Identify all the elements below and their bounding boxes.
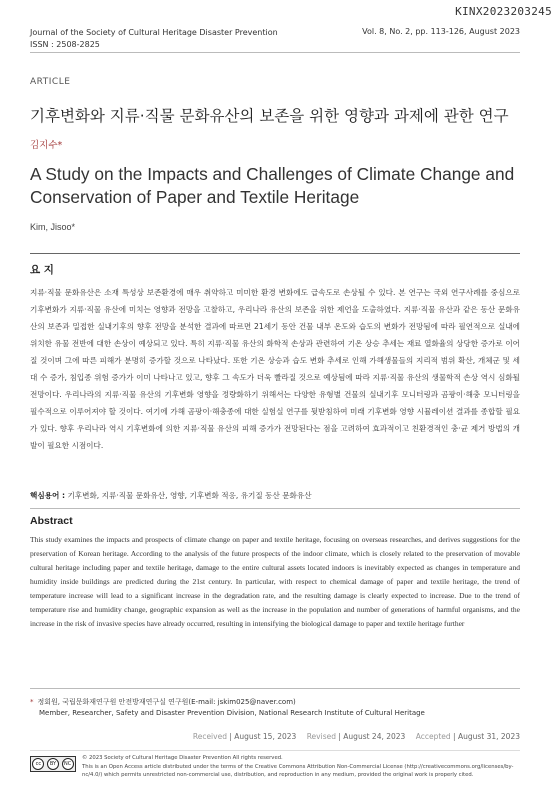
cc-icon: cc — [32, 758, 44, 770]
issn: ISSN : 2508-2825 — [30, 40, 100, 49]
kinx-id: KINX2023203245 — [455, 5, 552, 18]
submission-dates — [193, 732, 520, 741]
received-label: Received — [192, 732, 227, 741]
author-affiliation — [30, 697, 520, 719]
received-sep: | — [229, 732, 232, 741]
revised-sep: | — [338, 732, 341, 741]
journal-name: Journal of the Society of Cultural Heritage Disaster Prevention — [30, 28, 278, 37]
accepted-sep: | — [453, 732, 456, 741]
english-abstract-body: This study examines the impacts and prospects of climate change on paper and textile heritage, focusing on overseas researches, and derives suggestions for the preservation of Korean heritage. According to the analysis of the future prospects of the indoor climate, which is closely related to the preservation of movable cultural heritage including paper and textile heritage, damage to the entire cultural assets located indoors is inevitably expected as changes in temperature and humidity inside buildings are predicted during the 21st century. In particular, with respect to chemical damage of paper and textile heritage, the trend of temperature increase will lead to a significant increase in the degradation rate, and the resulting damage is clearly expected to increase. Due to the trend of temperature rise and humidity change, geographic expansion as well as the increase in the population and number of generations of harmful organisms, and the increase in the risk of invasive species have already occurred, resulting in intensifying the biological damage to paper and textile heritage further — [30, 535, 520, 628]
english-abstract-divider — [30, 508, 520, 509]
license-divider — [30, 750, 520, 751]
header-divider — [30, 52, 520, 53]
revised-date: August 24, 2023 — [343, 732, 406, 741]
title-korean: 기후변화와 지류·직물 문화유산의 보존을 위한 영향과 과제에 관한 연구 — [30, 107, 509, 125]
cc-license-badge — [30, 756, 76, 772]
author-korean: 김지수* — [30, 140, 63, 151]
korean-keywords — [30, 490, 520, 501]
affiliation-korean: 정회원, 국립문화재연구원 안전방재연구실 연구원(E-mail: jskim025@naver.com) — [37, 698, 296, 706]
by-icon: BY — [47, 758, 59, 770]
license-terms: This is an Open Access article distributed under the terms of the Creative Commons Attribution Non-Commercial License (http://creativecommons.org/licenses/by-nc/4.0/) which permits unrestricted non-commercial use, distribution, and reproduction in any medium, provided the original work is properly cited. — [82, 763, 514, 778]
accepted-date: August 31, 2023 — [457, 732, 520, 741]
accepted-label: Accepted — [415, 732, 451, 741]
english-abstract-heading: Abstract — [30, 515, 73, 527]
korean-abstract-heading: 요 지 — [30, 264, 54, 276]
abstract-divider — [30, 253, 520, 254]
korean-abstract-body: 지류·직물 문화유산은 소재 특성상 보존환경에 매우 취약하고 미미한 환경 변화에도 급속도로 손상될 수 있다. 본 연구는 국외 연구사례를 중심으로 기후변화가 지류·직물 유산에 미치는 영향과 전망을 고찰하고, 우리나라 유산의 보존을 위한 제언을 도출하였다. 지류·직물 유산과 같은 동산 문화유산의 보존과 밀접한 실내기후의 향후 전망을 분석한 결과에 따르면 21세기 동안 건물 내부 온도와 습도의 변화가 전망됨에 따라 필연적으로 실내에 위치한 유물 전반에 대한 손상이 예상되고 있다. 특히 지류·직물 유산의 화학적 손상과 관련하여 기온 상승 추세는 재료 열화율의 상당한 증가로 이어질 것이며 그에 따른 피해가 분명히 증가할 것으로 나타났다. 또한 기온 상승과 습도 변화 추세로 인해 가해생물들의 지리적 범위 확산, 개체군 및 세대 수 증가, 침입종 위험 증가가 이미 나타나고 있고, 향후 그 속도가 더욱 빨라질 것으로 예상됨에 따라 지류·직물 유산의 생물학적 손상 역시 심화될 전망이다. 우리나라의 지류·직물 유산의 기후변화 영향을 정량화하기 위해서는 다양한 유형별 건물의 실내기후 모니터링과 곰팡이·해충 모니터링을 필수적으로 이루어져야 할 것이다. 여기에 가해 곰팡이·해충종에 대한 실험실 연구를 뒷받침하여 미래 기후변화 영향 시뮬레이션 결과를 종합할 필요가 있다. 향후 우리나라 역시 기후변화에 의한 지류·직물 유산의 피해 증가가 전망된다는 점을 고려하여 효과적이고 친환경적인 충·균 제거 방법의 개발이 필요한 시점이다. — [30, 288, 520, 450]
journal-header — [30, 27, 278, 51]
copyright-line: © 2023 Society of Cultural Heritage Disaster Prevention All rights reserved. — [82, 755, 283, 761]
title-english: A Study on the Impacts and Challenges of Climate Change and Conservation of Paper and Textile Heritage — [30, 164, 515, 207]
keywords-list: 기후변화, 지류·직물 문화유산, 영향, 기후변화 적응, 유기질 동산 문화유산 — [67, 491, 312, 500]
affiliation-marker: * — [30, 698, 34, 706]
revised-label: Revised — [306, 732, 336, 741]
received-date: August 15, 2023 — [234, 732, 297, 741]
nc-icon: NC — [62, 758, 74, 770]
license-text — [82, 754, 522, 780]
keywords-label: 핵심용어 : — [30, 491, 66, 500]
article-type-label: ARTICLE — [30, 77, 71, 87]
footnote-divider — [30, 688, 520, 689]
author-english: Kim, Jisoo* — [30, 222, 76, 232]
volume-info: Vol. 8, No. 2, pp. 113-126, August 2023 — [362, 27, 520, 36]
affiliation-english: Member, Researcher, Safety and Disaster Prevention Division, National Research Institute of Cultural Heritage — [39, 709, 425, 717]
